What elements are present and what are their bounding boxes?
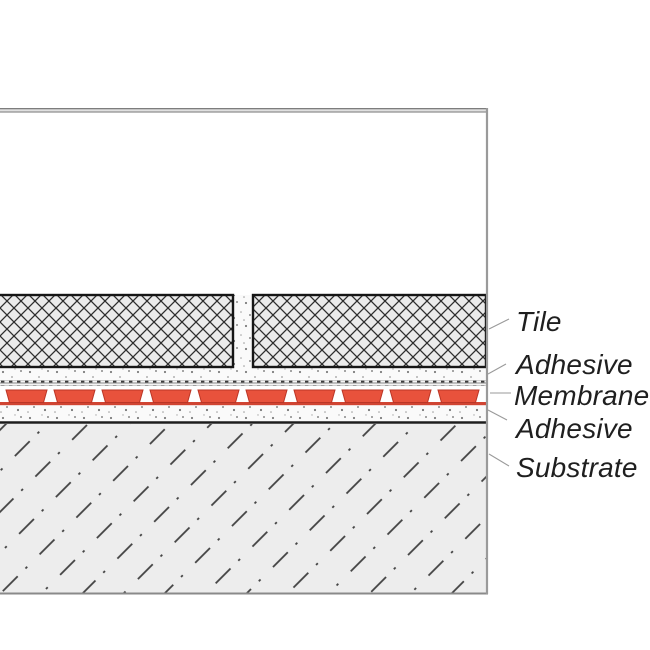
layer-label-substrate: Substrate (516, 452, 638, 483)
layer-label-adhesive-lower: Adhesive (516, 413, 633, 444)
leader-adhesive-2 (488, 410, 507, 420)
adhesive-upper-layer (0, 367, 486, 380)
layer-label-membrane: Membrane (514, 380, 650, 411)
substrate-layer (0, 423, 488, 594)
leader-lines (488, 319, 511, 466)
membrane-layer (0, 390, 486, 405)
grout-joint (233, 295, 253, 368)
membrane-fleece-row (0, 380, 486, 386)
leader-substrate (489, 454, 509, 466)
layer-label-tile: Tile (516, 306, 562, 337)
leader-adhesive-1 (488, 364, 506, 374)
top-border (0, 108, 488, 113)
adhesive-lower-layer (0, 406, 486, 423)
layer-label-adhesive-upper: Adhesive (516, 349, 633, 380)
leader-tile (489, 319, 509, 329)
